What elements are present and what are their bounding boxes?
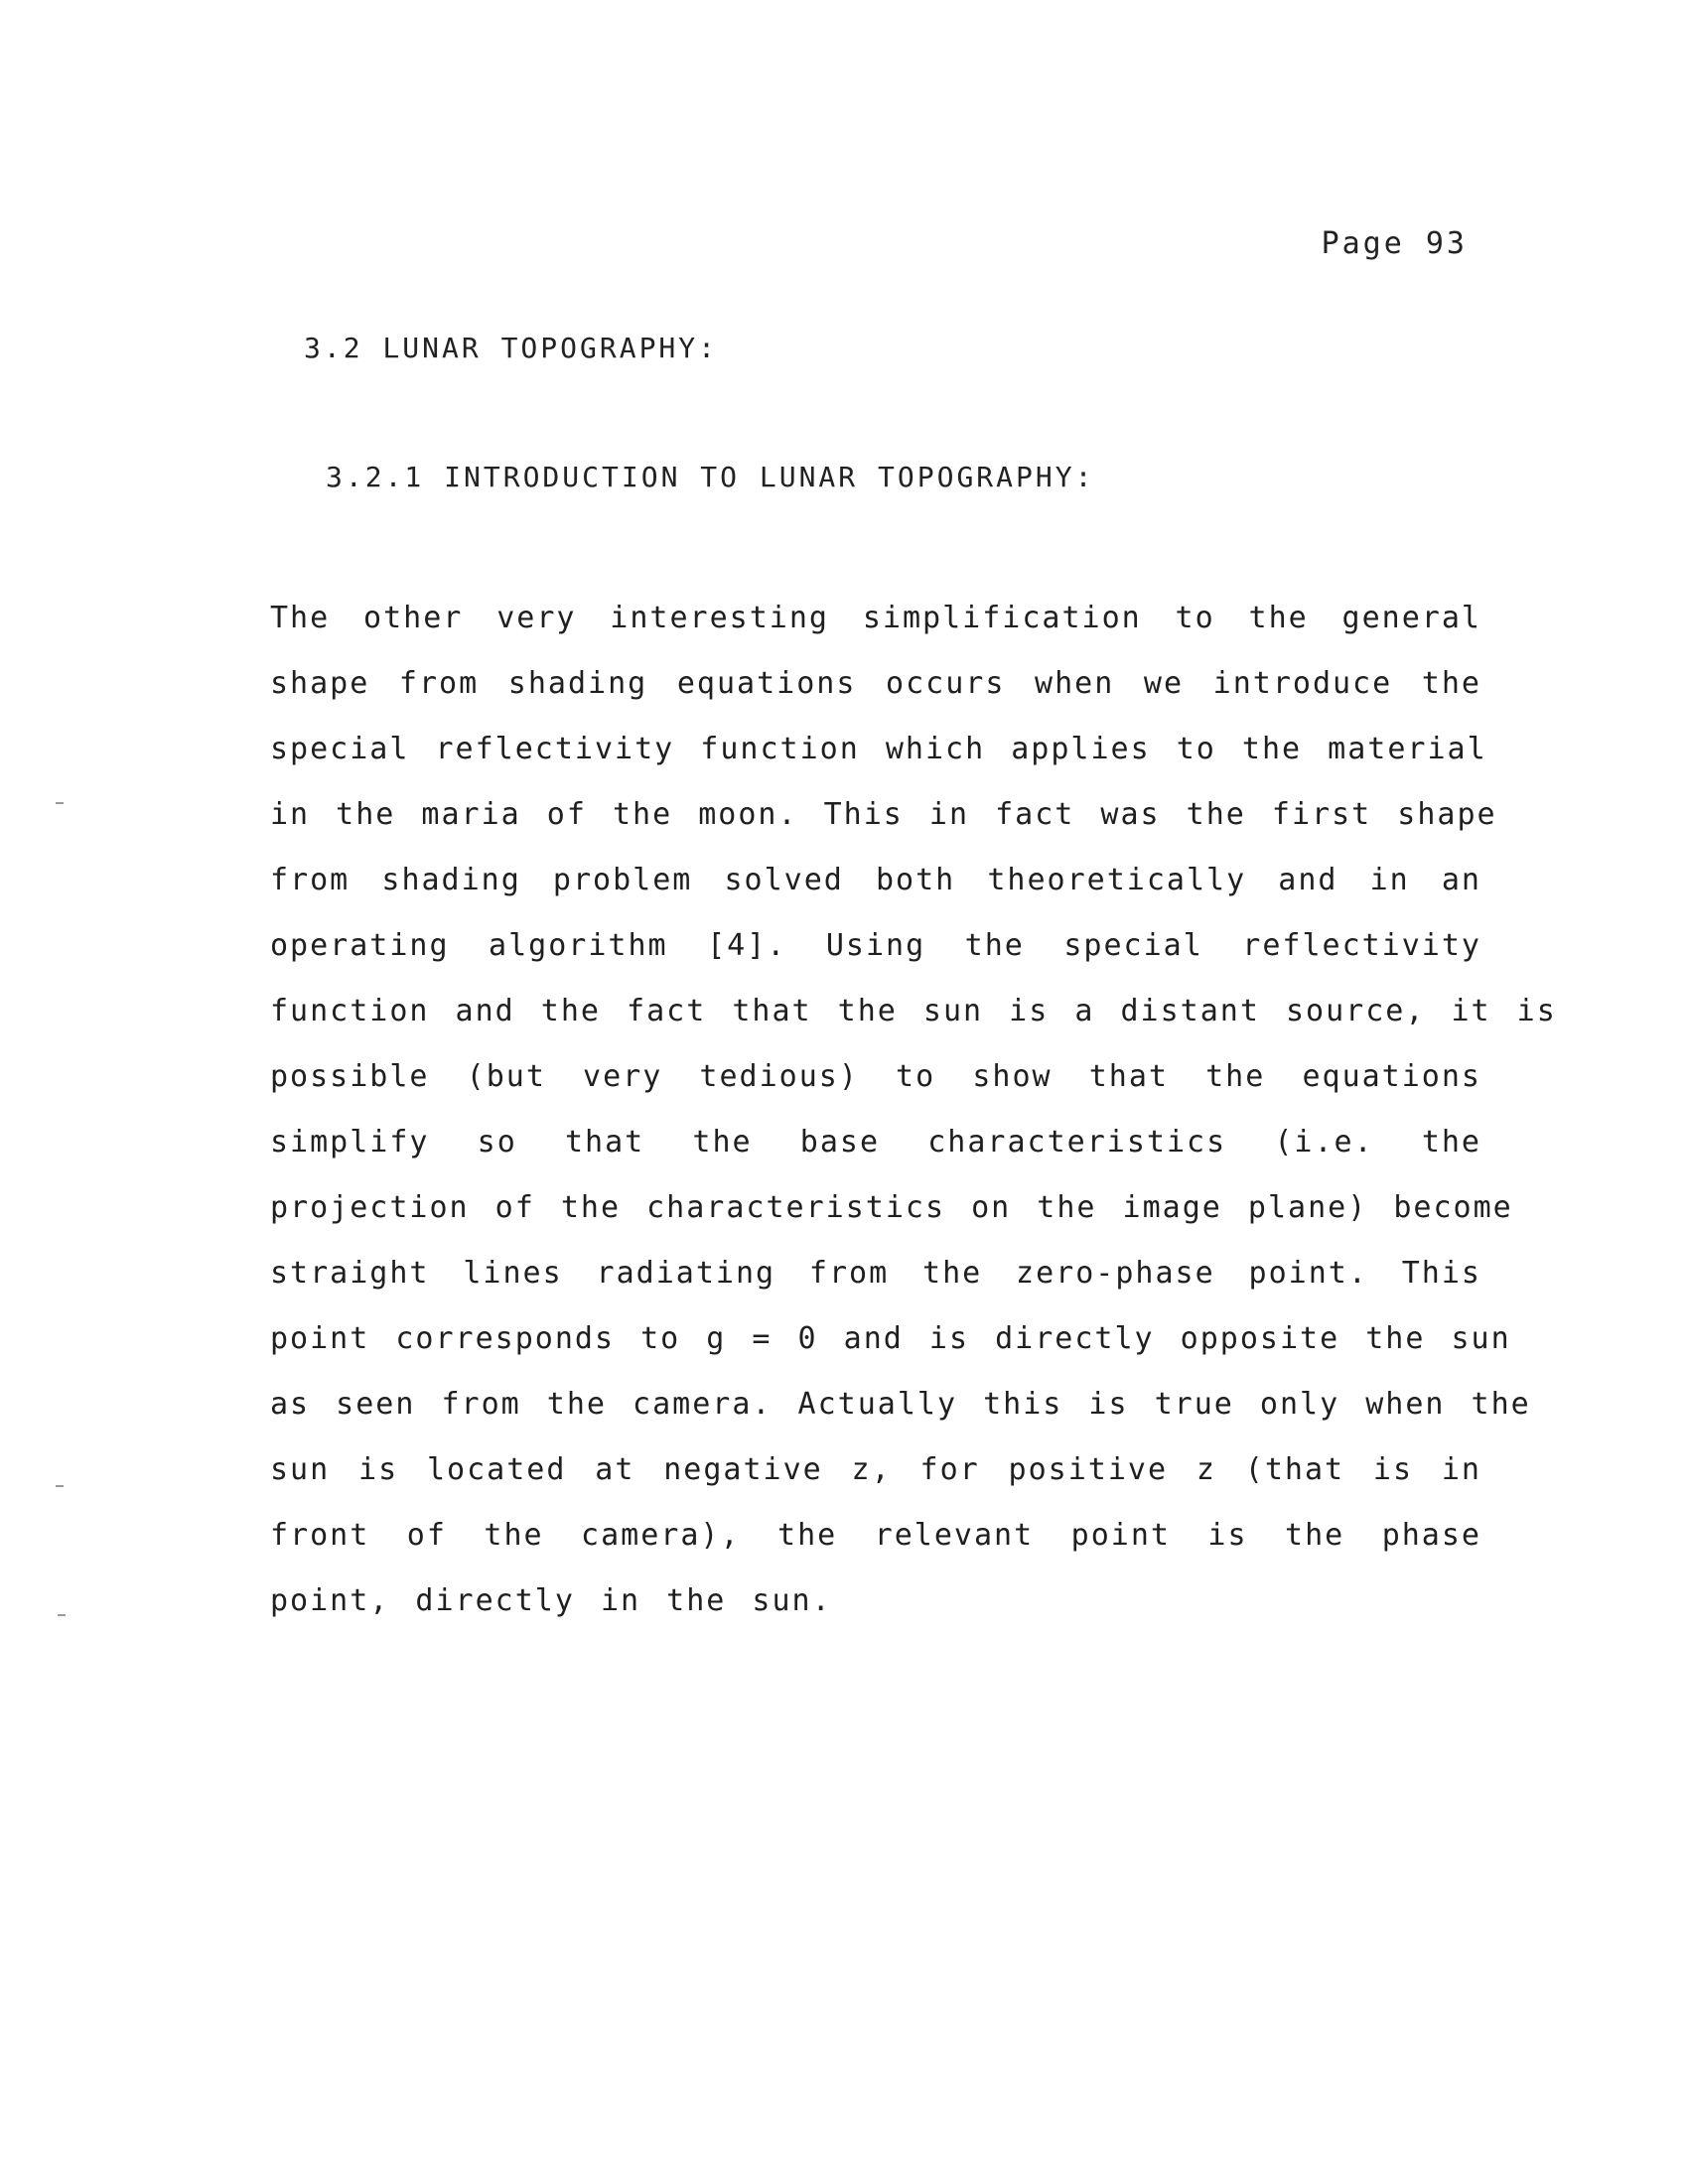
scan-speck: [56, 802, 64, 804]
subsection-heading: 3.2.1 INTRODUCTION TO LUNAR TOPOGRAPHY:: [326, 461, 1095, 493]
paragraph-line: function and the fact that the sun is a distant source, it is: [270, 994, 1557, 1028]
paragraph-line: from shading problem solved both theoretically and in an: [270, 863, 1481, 897]
section-heading: 3.2 LUNAR TOPOGRAPHY:: [304, 332, 719, 364]
scan-speck: [58, 1614, 66, 1616]
paragraph-line: projection of the characteristics on the image plane) become: [270, 1190, 1513, 1225]
body-paragraph: [270, 586, 1557, 1634]
paragraph-line: possible (but very tedious) to show that the equations: [270, 1059, 1481, 1094]
paragraph-line: point, directly in the sun.: [270, 1583, 832, 1618]
paragraph-line: simplify so that the base characteristics (i.e. the: [270, 1125, 1481, 1160]
paragraph-line: sun is located at negative z, for positive z (that is in: [270, 1452, 1481, 1487]
paragraph-line: The other very interesting simplification to the general: [270, 601, 1481, 635]
scan-speck: [56, 1485, 64, 1487]
paragraph-line: front of the camera), the relevant point is the phase: [270, 1518, 1481, 1553]
paragraph-line: shape from shading equations occurs when we introduce the: [270, 666, 1481, 701]
paragraph-line: straight lines radiating from the zero-phase point. This: [270, 1256, 1481, 1291]
paragraph-line: point corresponds to g = 0 and is directly opposite the sun: [270, 1321, 1511, 1356]
page-number: Page 93: [1321, 226, 1468, 261]
paragraph-line: in the maria of the moon. This in fact was the first shape: [270, 797, 1497, 832]
paragraph-line: special reflectivity function which applies to the material: [270, 732, 1487, 766]
paragraph-line: as seen from the camera. Actually this is true only when the: [270, 1387, 1531, 1422]
paragraph-line: operating algorithm [4]. Using the special reflectivity: [270, 928, 1481, 963]
